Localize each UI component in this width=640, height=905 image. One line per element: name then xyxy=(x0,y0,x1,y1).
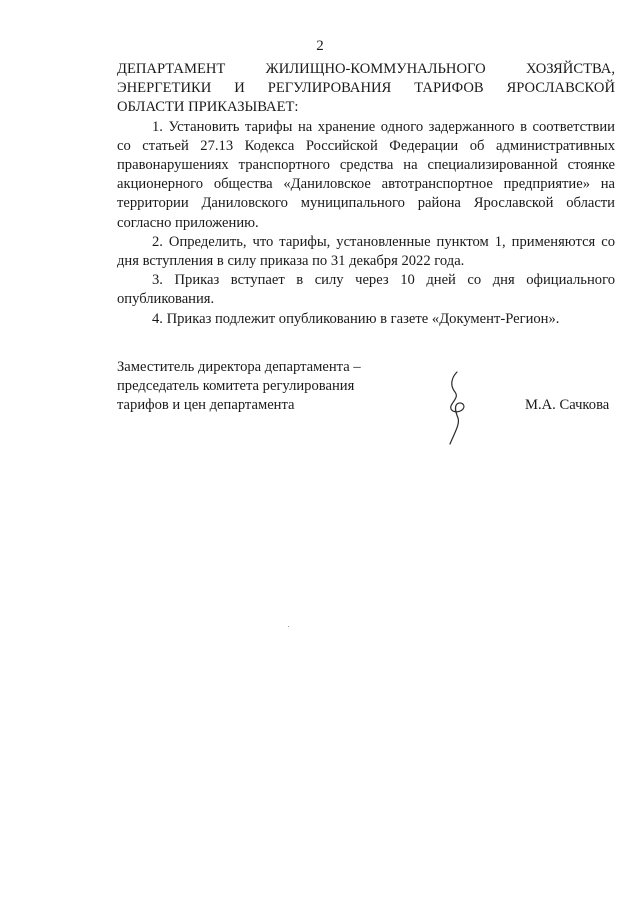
signatory-title-line: тарифов и цен департамента xyxy=(117,397,295,414)
signature-block xyxy=(117,358,615,416)
order-item-1: 1. Установить тарифы на хранение одного задержанного в соответствии со статьей 27.13 Кодекса Российской Федерации об административных правонарушениях транспортного средства на специализированной стоянке акционерного общества «Даниловское автотранспортное предприятие» на территории Даниловского муниципального района Ярославской области согласно приложению. xyxy=(117,118,615,231)
signatory-name: М.А. Сачкова xyxy=(525,397,610,414)
page-number: 2 xyxy=(316,38,324,54)
order-heading xyxy=(117,60,615,118)
signatory-title-line: председатель комитета регулирования xyxy=(117,378,355,395)
order-item-3: 3. Приказ вступает в силу через 10 дней со дня официального опубликования. xyxy=(117,272,615,308)
order-item-4: 4. Приказ подлежит опубликованию в газете «Документ-Регион». xyxy=(152,310,560,327)
document-body xyxy=(117,60,615,329)
heading-line: ДЕПАРТАМЕНТ ЖИЛИЩНО-КОММУНАЛЬНОГО ХОЗЯЙСТВА, xyxy=(117,61,615,77)
heading-line: ОБЛАСТИ ПРИКАЗЫВАЕТ: xyxy=(117,99,299,116)
signatory-title-line: Заместитель директора департамента – xyxy=(117,359,361,375)
handwritten-signature xyxy=(441,368,475,448)
heading-line: ЭНЕРГЕТИКИ И РЕГУЛИРОВАНИЯ ТАРИФОВ ЯРОСЛАВСКОЙ xyxy=(117,80,615,97)
order-item-2: 2. Определить, что тарифы, установленные пунктом 1, применяются со дня вступления в силу приказа по 31 декабря 2022 года. xyxy=(117,233,615,270)
scan-speck xyxy=(288,626,289,627)
